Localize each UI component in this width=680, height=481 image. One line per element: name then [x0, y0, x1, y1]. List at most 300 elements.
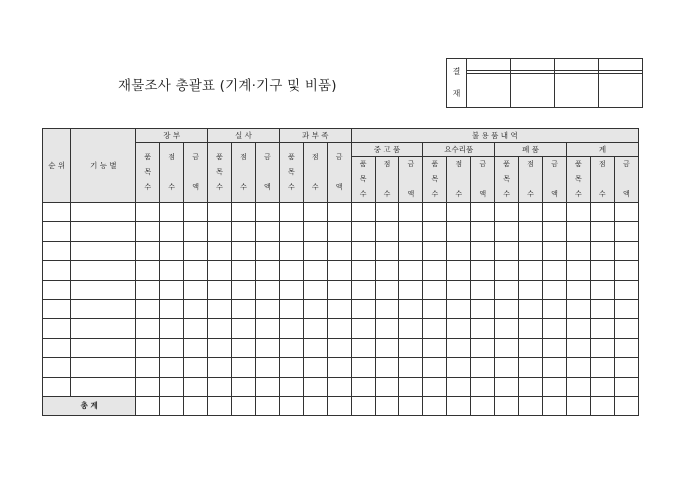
total-cell[interactable] — [543, 396, 567, 415]
table-cell[interactable] — [279, 319, 303, 338]
table-cell[interactable] — [208, 222, 232, 241]
table-cell[interactable] — [590, 280, 614, 299]
table-cell[interactable] — [375, 280, 399, 299]
total-cell[interactable] — [614, 396, 638, 415]
table-cell[interactable] — [208, 319, 232, 338]
table-cell[interactable] — [614, 319, 638, 338]
table-cell[interactable] — [566, 222, 590, 241]
table-cell[interactable] — [423, 280, 447, 299]
total-cell[interactable] — [519, 396, 543, 415]
header-rank: 순 위 — [43, 129, 71, 203]
table-row — [43, 222, 639, 241]
table-row — [43, 203, 639, 222]
table-cell[interactable] — [303, 319, 327, 338]
table-cell[interactable] — [136, 319, 160, 338]
total-cell[interactable] — [423, 396, 447, 415]
total-cell[interactable] — [303, 396, 327, 415]
header-surplus-shortage: 과 부 족 — [279, 129, 351, 143]
table-cell[interactable] — [279, 222, 303, 241]
table-cell[interactable] — [566, 241, 590, 260]
table-cell[interactable] — [351, 203, 375, 222]
table-cell[interactable] — [590, 203, 614, 222]
approval-signature-cell[interactable] — [599, 74, 643, 108]
sub-item-count: 품 목 수 — [423, 157, 447, 203]
table-cell[interactable] — [375, 338, 399, 357]
total-cell[interactable] — [208, 396, 232, 415]
table-cell[interactable] — [351, 241, 375, 260]
table-cell[interactable] — [471, 280, 495, 299]
table-cell[interactable] — [208, 261, 232, 280]
sub-quantity: 점 수 — [519, 157, 543, 203]
total-cell[interactable] — [232, 396, 256, 415]
approval-header-cell[interactable] — [555, 59, 599, 71]
total-cell[interactable] — [160, 396, 184, 415]
sub-amount: 금 액 — [184, 143, 208, 203]
table-cell[interactable] — [136, 203, 160, 222]
table-row — [43, 338, 639, 357]
table-cell[interactable] — [471, 319, 495, 338]
table-cell[interactable] — [351, 338, 375, 357]
table-cell[interactable] — [279, 377, 303, 396]
table-cell[interactable] — [447, 358, 471, 377]
sub-quantity: 점 수 — [590, 157, 614, 203]
table-cell[interactable] — [184, 358, 208, 377]
table-cell[interactable] — [423, 358, 447, 377]
table-cell[interactable] — [375, 377, 399, 396]
sub-item-count: 품 목 수 — [279, 143, 303, 203]
table-cell[interactable] — [351, 280, 375, 299]
table-cell[interactable] — [184, 203, 208, 222]
table-row — [43, 319, 639, 338]
table-cell[interactable] — [519, 261, 543, 280]
table-cell[interactable] — [423, 261, 447, 280]
table-cell[interactable] — [399, 222, 423, 241]
table-cell[interactable] — [590, 377, 614, 396]
table-cell[interactable] — [614, 241, 638, 260]
table-cell[interactable] — [566, 261, 590, 280]
table-cell[interactable] — [136, 299, 160, 318]
table-cell[interactable] — [447, 280, 471, 299]
table-cell[interactable] — [232, 358, 256, 377]
table-cell[interactable] — [208, 241, 232, 260]
table-cell[interactable] — [447, 377, 471, 396]
table-cell[interactable] — [566, 377, 590, 396]
table-cell[interactable] — [279, 203, 303, 222]
table-cell[interactable] — [232, 280, 256, 299]
table-cell[interactable] — [208, 358, 232, 377]
table-cell[interactable] — [71, 222, 136, 241]
table-cell[interactable] — [543, 377, 567, 396]
table-cell[interactable] — [519, 241, 543, 260]
table-cell[interactable] — [566, 338, 590, 357]
table-cell[interactable] — [43, 280, 71, 299]
table-cell[interactable] — [208, 280, 232, 299]
table-cell[interactable] — [208, 377, 232, 396]
table-cell[interactable] — [519, 319, 543, 338]
table-cell[interactable] — [327, 280, 351, 299]
table-cell[interactable] — [519, 338, 543, 357]
header-function: 기 능 별 — [71, 129, 136, 203]
table-cell[interactable] — [543, 358, 567, 377]
table-cell[interactable] — [447, 241, 471, 260]
table-cell[interactable] — [447, 261, 471, 280]
sub-quantity: 점 수 — [447, 157, 471, 203]
table-cell[interactable] — [136, 261, 160, 280]
table-cell[interactable] — [232, 338, 256, 357]
table-cell[interactable] — [614, 377, 638, 396]
table-cell[interactable] — [232, 222, 256, 241]
table-cell[interactable] — [255, 203, 279, 222]
table-row — [43, 241, 639, 260]
table-cell[interactable] — [590, 358, 614, 377]
sub-quantity: 점 수 — [232, 143, 256, 203]
table-cell[interactable] — [614, 222, 638, 241]
table-cell[interactable] — [327, 222, 351, 241]
table-cell[interactable] — [303, 222, 327, 241]
table-cell[interactable] — [43, 222, 71, 241]
table-cell[interactable] — [184, 299, 208, 318]
table-cell[interactable] — [327, 319, 351, 338]
table-cell[interactable] — [255, 358, 279, 377]
total-cell[interactable] — [399, 396, 423, 415]
table-cell[interactable] — [423, 319, 447, 338]
approval-box — [446, 58, 643, 108]
table-cell[interactable] — [566, 299, 590, 318]
table-cell[interactable] — [351, 377, 375, 396]
table-cell[interactable] — [495, 358, 519, 377]
table-cell[interactable] — [279, 299, 303, 318]
table-cell[interactable] — [255, 280, 279, 299]
table-cell[interactable] — [255, 319, 279, 338]
table-cell[interactable] — [232, 319, 256, 338]
table-cell[interactable] — [495, 203, 519, 222]
table-cell[interactable] — [399, 241, 423, 260]
table-cell[interactable] — [495, 338, 519, 357]
header-unused-items: 불 용 품 내 역 — [351, 129, 638, 143]
table-cell[interactable] — [471, 299, 495, 318]
table-cell[interactable] — [232, 299, 256, 318]
table-cell[interactable] — [327, 241, 351, 260]
table-cell[interactable] — [375, 358, 399, 377]
table-cell[interactable] — [232, 377, 256, 396]
total-cell[interactable] — [471, 396, 495, 415]
total-cell[interactable] — [351, 396, 375, 415]
table-cell[interactable] — [71, 338, 136, 357]
table-cell[interactable] — [184, 261, 208, 280]
total-cell[interactable] — [495, 396, 519, 415]
table-cell[interactable] — [327, 358, 351, 377]
table-cell[interactable] — [590, 338, 614, 357]
table-cell[interactable] — [590, 299, 614, 318]
table-cell[interactable] — [303, 338, 327, 357]
table-cell[interactable] — [447, 338, 471, 357]
table-cell[interactable] — [423, 338, 447, 357]
sub-amount: 금 액 — [543, 157, 567, 203]
table-cell[interactable] — [303, 377, 327, 396]
table-cell[interactable] — [375, 319, 399, 338]
sub-quantity: 점 수 — [160, 143, 184, 203]
table-cell[interactable] — [327, 299, 351, 318]
sub-amount: 금 액 — [327, 143, 351, 203]
table-cell[interactable] — [160, 261, 184, 280]
table-cell[interactable] — [303, 203, 327, 222]
table-cell[interactable] — [160, 203, 184, 222]
table-cell[interactable] — [232, 203, 256, 222]
table-row — [43, 299, 639, 318]
total-cell[interactable] — [255, 396, 279, 415]
table-cell[interactable] — [327, 203, 351, 222]
table-cell[interactable] — [160, 222, 184, 241]
table-cell[interactable] — [423, 222, 447, 241]
table-cell[interactable] — [232, 241, 256, 260]
header-ledger: 장 부 — [136, 129, 208, 143]
sub-item-count: 품 목 수 — [495, 157, 519, 203]
table-cell[interactable] — [279, 280, 303, 299]
table-cell[interactable] — [136, 280, 160, 299]
table-cell[interactable] — [423, 203, 447, 222]
table-cell[interactable] — [471, 358, 495, 377]
total-cell[interactable] — [327, 396, 351, 415]
table-cell[interactable] — [471, 241, 495, 260]
approval-header-cell[interactable] — [511, 59, 555, 71]
table-row — [43, 261, 639, 280]
table-cell[interactable] — [375, 261, 399, 280]
header-scrap: 폐 품 — [495, 143, 567, 157]
table-cell[interactable] — [351, 222, 375, 241]
table-cell[interactable] — [136, 377, 160, 396]
total-cell[interactable] — [136, 396, 160, 415]
table-cell[interactable] — [184, 319, 208, 338]
table-cell[interactable] — [160, 358, 184, 377]
sub-amount: 금 액 — [614, 157, 638, 203]
table-cell[interactable] — [43, 377, 71, 396]
table-cell[interactable] — [279, 241, 303, 260]
table-cell[interactable] — [184, 377, 208, 396]
table-cell[interactable] — [495, 377, 519, 396]
table-cell[interactable] — [566, 203, 590, 222]
table-cell[interactable] — [71, 261, 136, 280]
table-cell[interactable] — [495, 222, 519, 241]
table-cell[interactable] — [327, 261, 351, 280]
table-cell[interactable] — [327, 338, 351, 357]
table-cell[interactable] — [43, 203, 71, 222]
table-cell[interactable] — [590, 241, 614, 260]
table-cell[interactable] — [423, 377, 447, 396]
table-cell[interactable] — [136, 358, 160, 377]
table-cell[interactable] — [471, 222, 495, 241]
total-cell[interactable] — [590, 396, 614, 415]
table-cell[interactable] — [208, 299, 232, 318]
table-cell[interactable] — [160, 338, 184, 357]
table-cell[interactable] — [303, 261, 327, 280]
table-cell[interactable] — [423, 299, 447, 318]
table-cell[interactable] — [184, 280, 208, 299]
inventory-summary-table — [42, 128, 639, 416]
table-cell[interactable] — [614, 280, 638, 299]
table-cell[interactable] — [375, 241, 399, 260]
table-cell[interactable] — [71, 280, 136, 299]
table-cell[interactable] — [399, 358, 423, 377]
table-cell[interactable] — [447, 222, 471, 241]
table-cell[interactable] — [543, 338, 567, 357]
table-cell[interactable] — [590, 261, 614, 280]
approval-header-cell[interactable] — [599, 59, 643, 71]
table-cell[interactable] — [519, 358, 543, 377]
table-cell[interactable] — [399, 299, 423, 318]
approval-label: 결 재 — [447, 59, 467, 108]
table-cell[interactable] — [43, 319, 71, 338]
table-cell[interactable] — [184, 241, 208, 260]
table-cell[interactable] — [255, 299, 279, 318]
header-used: 중 고 품 — [351, 143, 423, 157]
table-cell[interactable] — [590, 222, 614, 241]
table-cell[interactable] — [495, 319, 519, 338]
table-cell[interactable] — [495, 280, 519, 299]
table-cell[interactable] — [351, 319, 375, 338]
approval-header-cell[interactable] — [467, 59, 511, 71]
table-cell[interactable] — [71, 299, 136, 318]
table-cell[interactable] — [160, 299, 184, 318]
table-cell[interactable] — [543, 261, 567, 280]
table-cell[interactable] — [614, 261, 638, 280]
table-cell[interactable] — [255, 261, 279, 280]
table-cell[interactable] — [471, 377, 495, 396]
table-cell[interactable] — [447, 299, 471, 318]
table-cell[interactable] — [184, 222, 208, 241]
table-cell[interactable] — [279, 338, 303, 357]
table-cell[interactable] — [43, 241, 71, 260]
table-cell[interactable] — [71, 358, 136, 377]
table-cell[interactable] — [590, 319, 614, 338]
table-cell[interactable] — [303, 241, 327, 260]
table-cell[interactable] — [543, 203, 567, 222]
table-cell[interactable] — [71, 203, 136, 222]
table-cell[interactable] — [566, 319, 590, 338]
table-cell[interactable] — [519, 377, 543, 396]
table-cell[interactable] — [43, 261, 71, 280]
table-cell[interactable] — [160, 241, 184, 260]
table-cell[interactable] — [447, 203, 471, 222]
table-cell[interactable] — [351, 299, 375, 318]
table-cell[interactable] — [543, 241, 567, 260]
table-cell[interactable] — [160, 319, 184, 338]
table-cell[interactable] — [136, 338, 160, 357]
table-cell[interactable] — [71, 319, 136, 338]
table-cell[interactable] — [495, 299, 519, 318]
table-cell[interactable] — [519, 299, 543, 318]
table-cell[interactable] — [255, 338, 279, 357]
page-title: 재물조사 총괄표 (기계·기구 및 비품) — [118, 78, 337, 94]
total-row — [43, 396, 639, 415]
table-cell[interactable] — [279, 261, 303, 280]
table-cell[interactable] — [43, 358, 71, 377]
table-cell[interactable] — [614, 299, 638, 318]
table-cell[interactable] — [399, 319, 423, 338]
sub-item-count: 품 목 수 — [136, 143, 160, 203]
table-cell[interactable] — [375, 299, 399, 318]
table-cell[interactable] — [279, 358, 303, 377]
table-cell[interactable] — [255, 222, 279, 241]
table-cell[interactable] — [543, 299, 567, 318]
total-cell[interactable] — [184, 396, 208, 415]
table-cell[interactable] — [351, 261, 375, 280]
table-cell[interactable] — [303, 358, 327, 377]
table-cell[interactable] — [447, 319, 471, 338]
table-cell[interactable] — [519, 222, 543, 241]
table-cell[interactable] — [303, 280, 327, 299]
table-cell[interactable] — [327, 377, 351, 396]
table-cell[interactable] — [495, 241, 519, 260]
table-cell[interactable] — [208, 338, 232, 357]
table-cell[interactable] — [543, 319, 567, 338]
table-cell[interactable] — [543, 222, 567, 241]
table-cell[interactable] — [471, 338, 495, 357]
approval-signature-cell[interactable] — [467, 74, 511, 108]
table-cell[interactable] — [519, 280, 543, 299]
sub-amount: 금 액 — [255, 143, 279, 203]
total-label: 총 계 — [43, 396, 136, 415]
table-cell[interactable] — [303, 299, 327, 318]
table-cell[interactable] — [614, 338, 638, 357]
table-cell[interactable] — [43, 338, 71, 357]
table-cell[interactable] — [184, 338, 208, 357]
table-cell[interactable] — [519, 203, 543, 222]
table-cell[interactable] — [43, 299, 71, 318]
table-cell[interactable] — [399, 203, 423, 222]
sub-item-count: 품 목 수 — [208, 143, 232, 203]
table-cell[interactable] — [160, 377, 184, 396]
table-cell[interactable] — [495, 261, 519, 280]
table-cell[interactable] — [566, 358, 590, 377]
table-row — [43, 280, 639, 299]
table-cell[interactable] — [136, 222, 160, 241]
table-cell[interactable] — [71, 377, 136, 396]
approval-signature-cell[interactable] — [555, 74, 599, 108]
table-cell[interactable] — [399, 338, 423, 357]
header-repair: 요수리품 — [423, 143, 495, 157]
table-cell[interactable] — [614, 358, 638, 377]
table-cell[interactable] — [71, 241, 136, 260]
table-row — [43, 377, 639, 396]
table-cell[interactable] — [351, 358, 375, 377]
header-actual: 실 사 — [208, 129, 280, 143]
table-cell[interactable] — [255, 241, 279, 260]
table-cell[interactable] — [543, 280, 567, 299]
table-cell[interactable] — [399, 377, 423, 396]
table-cell[interactable] — [255, 377, 279, 396]
total-cell[interactable] — [375, 396, 399, 415]
table-cell[interactable] — [471, 261, 495, 280]
header-subtotal: 계 — [566, 143, 638, 157]
approval-signature-cell[interactable] — [511, 74, 555, 108]
table-cell[interactable] — [471, 203, 495, 222]
table-cell[interactable] — [375, 203, 399, 222]
table-cell[interactable] — [399, 280, 423, 299]
table-cell[interactable] — [423, 241, 447, 260]
total-cell[interactable] — [566, 396, 590, 415]
table-cell[interactable] — [136, 241, 160, 260]
table-cell[interactable] — [208, 203, 232, 222]
table-cell[interactable] — [614, 203, 638, 222]
table-cell[interactable] — [399, 261, 423, 280]
sub-amount: 금 액 — [471, 157, 495, 203]
table-cell[interactable] — [160, 280, 184, 299]
table-cell[interactable] — [232, 261, 256, 280]
total-cell[interactable] — [447, 396, 471, 415]
total-cell[interactable] — [279, 396, 303, 415]
table-cell[interactable] — [375, 222, 399, 241]
table-cell[interactable] — [566, 280, 590, 299]
